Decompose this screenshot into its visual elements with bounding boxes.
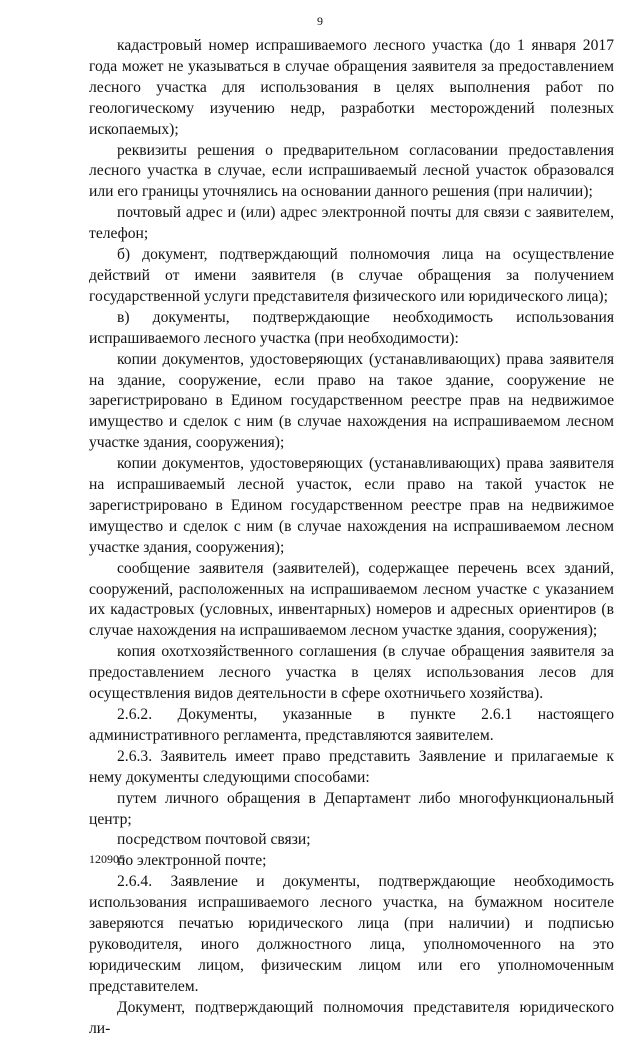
document-code: 120905 [89, 852, 125, 866]
paragraph: 2.6.4. Заявление и документы, подтверждающие необходимость использования испрашиваемого лесного участка, на бумажном носителе заверяются печатью юридического лица (при наличии) и подписью руководителя, иного должностного лица, уполномоченного на это юридическим лицом, физическим лицом или его уполномоченным представителем. [89, 873, 614, 995]
paragraph: кадастровый номер испрашиваемого лесного участка (до 1 января 2017 года может не указываться в случае обращения заявителя за предоставлением лесного участка для использования в целях выполнения работ по геологическому изучению недр, разработки месторождений полезных ископаемых); [89, 37, 614, 138]
body-text [89, 36, 614, 1040]
paragraph: почтовый адрес и (или) адрес электронной почты для связи с заявителем, телефон; [89, 204, 614, 243]
paragraph: копии документов, удостоверяющих (устанавливающих) права заявителя на здание, сооружение, если право на такое здание, сооружение не зарегистрировано в Едином государственном реестре прав на недвижимое имущество и сделок с ним (в случае нахождения на испрашиваемом лесном участке здания, сооружения); [89, 350, 614, 452]
page-number: 9 [317, 14, 323, 28]
paragraph: посредством почтовой связи; [117, 831, 311, 849]
paragraph: в) документы, подтверждающие необходимость использования испрашиваемого лесного участка (при необходимости): [89, 308, 614, 347]
paragraph: реквизиты решения о предварительном согласовании предоставления лесного участка в случае, если испрашиваемый лесной участок образовался или его границы уточнялись на основании данного решения (при наличии); [89, 141, 614, 201]
paragraph: 2.6.2. Документы, указанные в пункте 2.6.1 настоящего административного регламента, представляются заявителем. [89, 706, 614, 744]
paragraph: сообщение заявителя (заявителей), содержащее перечень всех зданий, сооружений, расположенных на испрашиваемом лесном участке с указанием их кадастровых (условных, инвентарных) номеров и адресных ориентиров (в случае нахождения на испрашиваемом лесном участке здания, сооружения); [89, 559, 614, 640]
paragraph: копия охотхозяйственного соглашения (в случае обращения заявителя за предоставлением лесного участка в целях использования лесов для осуществления видов деятельности в сфере охотничьего хозяйства). [89, 643, 614, 703]
paragraph: б) документ, подтверждающий полномочия лица на осуществление действий от имени заявителя (в случае обращения за получением государственной услуги представителя физического или юридического лица); [89, 246, 614, 305]
paragraph: копии документов, удостоверяющих (устанавливающих) права заявителя на испрашиваемый лесной участок, если право на такой участок не зарегистрировано в Едином государственном реестре прав на недвижимое имущество и сделок с ним (в случае нахождения на испрашиваемом лесном участке здания, сооружения); [89, 455, 614, 556]
paragraph: 2.6.3. Заявитель имеет право представить Заявление и прилагаемые к нему документы следующими способами: [89, 747, 614, 786]
paragraph: Документ, подтверждающий полномочия представителя юридического ли- [89, 998, 614, 1037]
paragraph: путем личного обращения в Департамент либо многофункциональный центр; [89, 789, 614, 828]
paragraph: по электронной почте; [117, 852, 267, 870]
